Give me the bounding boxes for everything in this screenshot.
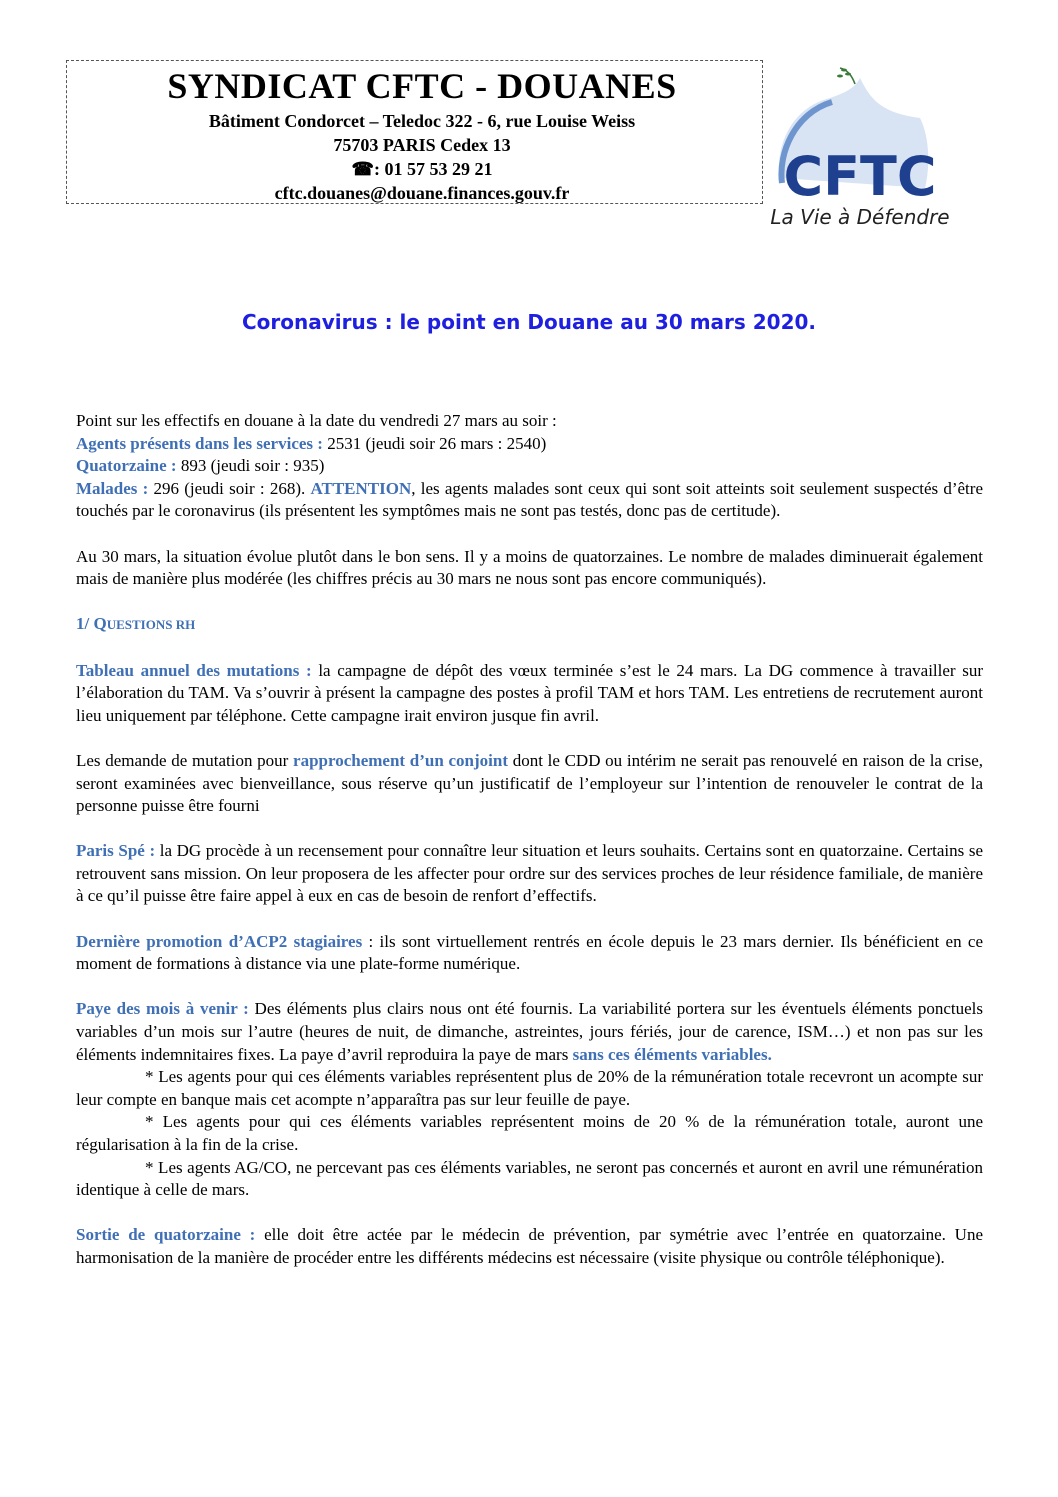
paris-spe-paragraph: Paris Spé : la DG procède à un recensement pour connaître leur situation et leurs souhaits. Certains sont en quatorzaine. Certains se retrouvent sans mission. On leur proposera de les affecter pour ordre sur des services proches de leur résidence familiale, de manière à ce qu’il puisse être faire appel à eux en cas de besoin de renfort d’effectifs. xyxy=(76,841,983,906)
acp2-paragraph: Dernière promotion d’ACP2 stagiaires : ils sont virtuellement rentrés en école depuis le 23 mars dernier. Ils bénéficient en ce moment de formations à distance via une plate-forme numérique. xyxy=(76,931,983,974)
paye-paragraph: Paye des mois à venir : Des éléments plus clairs nous ont été fournis. La variabilité portera sur les éventuels éléments ponctuels variables d’un mois sur l’autre (heures de nuit, de dimanche, astreintes, jours fériés, jour de carence, ISM…) et non pas sur les éléments indemnitaires fixes. La paye d’avril reproduira la paye de mars sans ces éléments variables. xyxy=(76,999,983,1064)
email-line: cftc.douanes@douane.finances.gouv.fr xyxy=(274,183,570,203)
malades-paragraph: Malades : 296 (jeudi soir : 268). ATTENTION, les agents malades sont ceux qui sont soit atteints soit seulement suspectés d’être touchés par le coronavirus (ils présentent les symptômes mais ne sont pas testés, donc pas de certitude). xyxy=(76,478,983,521)
paye-bullet: * Les agents pour qui ces éléments variables représentent moins de 20 % de la rémunération totale, auront une régularisation à la fin de la crise. xyxy=(76,1112,983,1154)
logo-tagline: La Vie à Défendre xyxy=(770,205,950,229)
situation-paragraph: Au 30 mars, la situation évolue plutôt dans le bon sens. Il y a moins de quatorzaines. Le nombre de malades diminuerait également mais de manière plus modérée (les chiffres précis au 30 mars ne nous sont pas encore communiqués). xyxy=(76,546,983,589)
cftc-logo xyxy=(760,58,960,238)
effectifs-intro: Point sur les effectifs en douane à la date du vendredi 27 mars au soir : xyxy=(76,411,557,430)
phone-line: ☎: 01 57 53 29 21 xyxy=(351,159,493,179)
paye-bullet: * Les agents AG/CO, ne percevant pas ces éléments variables, ne seront pas concernés et auront en avril une rémunération identique à celle de mars. xyxy=(76,1157,983,1200)
agents-line: Agents présents dans les services : 2531 (jeudi soir 26 mars : 2540) xyxy=(76,433,547,453)
rapprochement-paragraph: Les demande de mutation pour rapprochement d’un conjoint dont le CDD ou intérim ne serait pas renouvelé en raison de la crise, seront examinées avec bienveillance, sous réserve qu’un justificatif de l’employeur sur l’intention de renouveler le contrat de la personne puisse être fourni xyxy=(76,750,983,816)
union-name: SYNDICAT CFTC - DOUANES xyxy=(167,66,677,106)
logo-wordmark: CFTC xyxy=(783,145,937,208)
document-title: Coronavirus : le point en Douane au 30 mars 2020. xyxy=(241,310,817,334)
document-body xyxy=(76,410,983,1270)
address-line-1: Bâtiment Condorcet – Teledoc 322 - 6, rue Louise Weiss xyxy=(208,111,636,131)
section-heading: 1/ QUESTIONS RH xyxy=(76,614,196,634)
address-line-2: 75703 PARIS Cedex 13 xyxy=(333,135,511,155)
quatorzaine-line: Quatorzaine : 893 (jeudi soir : 935) xyxy=(76,456,325,476)
phone-icon: ☎ xyxy=(351,159,374,179)
sortie-paragraph: Sortie de quatorzaine : elle doit être actée par le médecin de prévention, par symétrie avec l’entrée en quatorzaine. Une harmonisation de la manière de procéder entre les différents médecins est nécessaire (visite physique ou contrôle téléphonique). xyxy=(76,1225,984,1267)
paye-bullet: * Les agents pour qui ces éléments variables représentent plus de 20% de la rémunération totale recevront un acompte sur leur compte en banque mais cet acompte n’apparaîtra pas sur leur feuille de paye. xyxy=(76,1067,983,1109)
tam-paragraph: Tableau annuel des mutations : la campagne de dépôt des vœux terminée s’est le 24 mars. La DG commence à travailler sur l’élaboration du TAM. Va s’ouvrir à présent la campagne des postes à profil TAM et hors TAM. Les entretiens de recrutement auront lieu uniquement par téléphone. Cette campagne irait environ jusque fin avril. xyxy=(76,660,983,725)
